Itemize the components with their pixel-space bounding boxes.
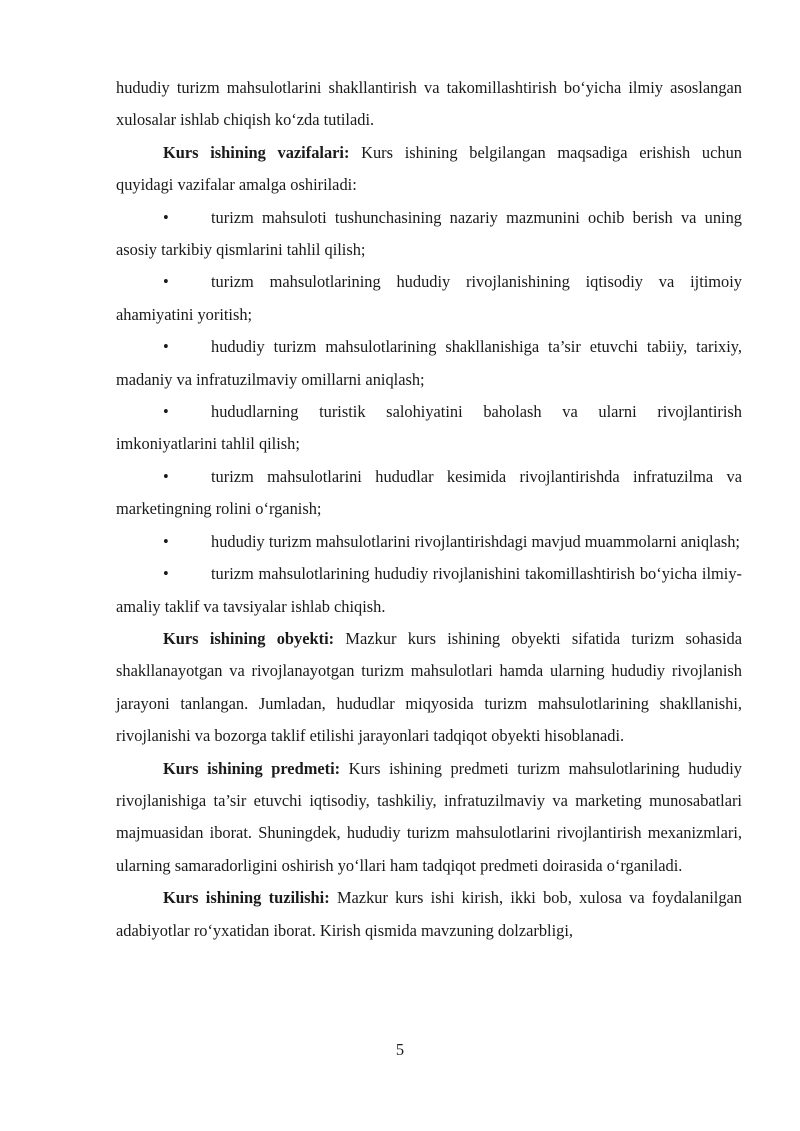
subject-paragraph	[116, 753, 742, 883]
list-item-text: turizm mahsulotlarining hududiy rivojlanishining iqtisodiy va ijtimoiy ahamiyatini yoritish;	[116, 272, 742, 324]
object-text: Mazkur kurs ishining obyekti sifatida turizm sohasida shakllanayotgan va rivojlanayotgan turizm mahsulotlari hamda ularning hududiy rivojlanish jarayoni tanlangan. Jumladan, hududlar miqyosida turizm mahsulotlarining shakllanishi, rivojlanishi va bozorga taklif etilishi jarayonlari tadqiqot obyekti hisoblanadi.	[116, 628, 742, 746]
subject-heading: Kurs ishining predmeti:	[163, 758, 341, 778]
tasks-heading: Kurs ishining vazifalari:	[163, 142, 350, 162]
page-number: 5	[395, 1040, 405, 1059]
list-item	[116, 202, 742, 267]
list-item-text: turizm mahsulotlarining hududiy rivojlanishini takomillashtirish bo‘yicha ilmiy-amaliy taklif va tavsiyalar ishlab chiqish.	[116, 564, 742, 616]
bullet-icon: •	[163, 531, 169, 551]
intro-paragraph: hududiy turizm mahsulotlarini shakllantirish va takomillashtirish bo‘yicha ilmiy asoslangan xulosalar ishlab chiqish ko‘zda tutiladi.	[116, 78, 742, 130]
document-page	[116, 72, 742, 947]
list-item-text: hududiy turizm mahsulotlarini rivojlantirishdagi mavjud muammolarni aniqlash;	[211, 531, 740, 551]
subject-text: Kurs ishining predmeti turizm mahsulotlarining hududiy rivojlanishiga ta’sir etuvchi iqtisodiy, tashkiliy, infratuzilmaviy va marketing munosabatlari majmuasidan iborat. Shuningdek, hududiy turizm mahsulotlarini rivojlantirish mexanizmlari, ularning samaradorligini oshirish yo‘llari ham tadqiqot predmeti doirasida o‘rganiladi.	[116, 758, 742, 875]
structure-text: Mazkur kurs ishi kirish, ikki bob, xulosa va foydalanilgan adabiyotlar ro‘yxatidan iborat. Kirish qismida mavzuning dolzarbligi,	[116, 888, 742, 940]
list-item-text: turizm mahsuloti tushunchasining nazariy mazmunini ochib berish va uning asosiy tarkibiy qismlarini tahlil qilish;	[116, 207, 742, 260]
bullet-icon: •	[163, 337, 169, 357]
list-item	[116, 461, 742, 526]
tasks-paragraph	[116, 137, 742, 202]
bullet-icon: •	[163, 466, 169, 486]
list-item	[116, 266, 742, 331]
bullet-icon: •	[163, 207, 169, 227]
bullet-icon: •	[163, 402, 169, 422]
list-item	[116, 558, 742, 623]
structure-paragraph	[116, 882, 742, 947]
tasks-text: Kurs ishining belgilangan maqsadiga erishish uchun quyidagi vazifalar amalga oshiriladi:	[116, 142, 742, 195]
structure-heading: Kurs ishining tuzilishi:	[163, 888, 330, 908]
list-item	[116, 396, 742, 461]
object-heading: Kurs ishining obyekti:	[163, 628, 335, 648]
bullet-icon: •	[163, 272, 169, 292]
list-item-text: hududlarning turistik salohiyatini baholash va ularni rivojlantirish imkoniyatlarini tahlil qilish;	[116, 402, 742, 454]
list-item-text: turizm mahsulotlarini hududlar kesimida rivojlantirishda infratuzilma va marketingning rolini o‘rganish;	[116, 466, 742, 519]
list-item	[116, 331, 742, 396]
bullet-icon: •	[163, 564, 169, 584]
object-paragraph	[116, 623, 742, 753]
list-item-text: hududiy turizm mahsulotlarining shakllanishiga ta’sir etuvchi tabiiy, tarixiy, madaniy va infratuzilmaviy omillarni aniqlash;	[116, 337, 742, 389]
list-item	[116, 526, 742, 558]
